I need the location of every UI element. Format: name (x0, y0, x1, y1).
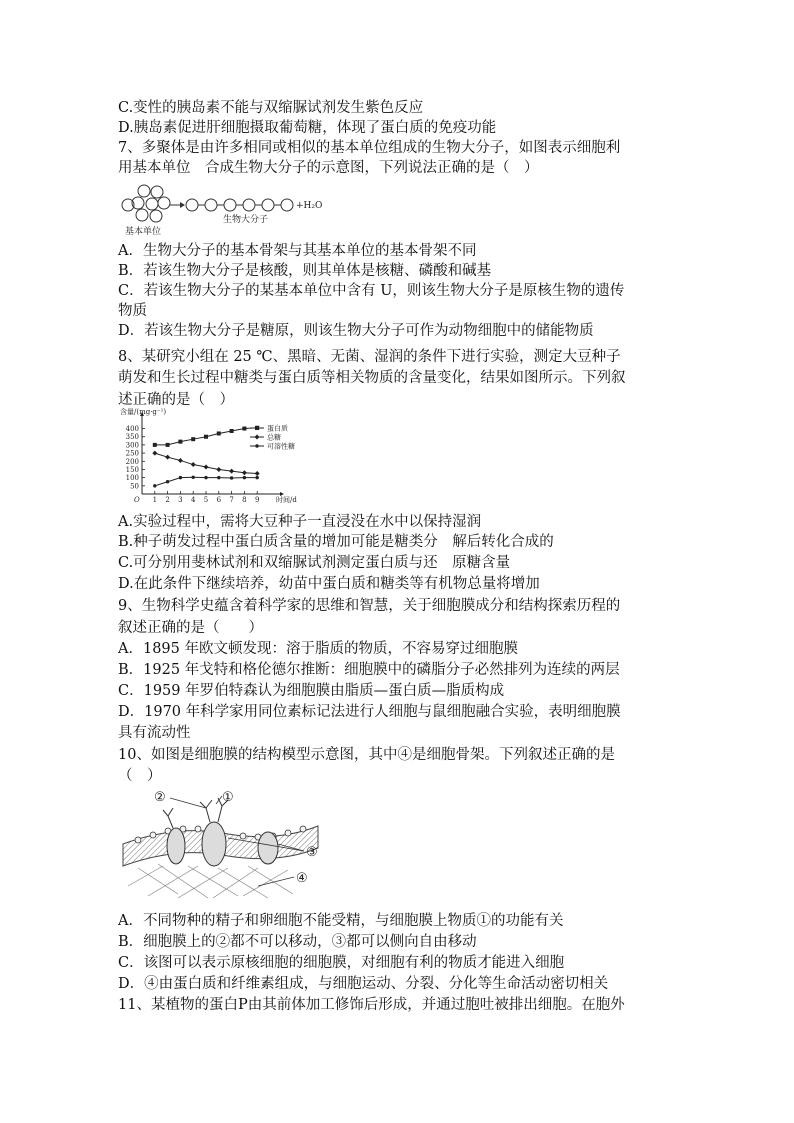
monomer-circles (122, 185, 170, 222)
q8-option-a: A.实验过程中，需将大豆种子一直浸没在水中以保持湿润 (118, 514, 482, 530)
polymer-chain (186, 199, 293, 211)
data-point (191, 462, 196, 467)
polymer-label: 生物大分子 (223, 215, 269, 225)
data-point (179, 476, 182, 479)
data-point (204, 435, 208, 439)
series-line (155, 453, 257, 473)
q9-option-a: A．1895 年欧文顿发现：溶于脂质的物质，不容易穿过细胞膜 (118, 641, 518, 657)
q8-stem-line-2: 萌发和生长过程中糖类与蛋白质等相关物质的含量变化，结果如图所示。下列叙 (118, 370, 626, 386)
chart-axes (120, 408, 297, 504)
data-point (229, 469, 234, 474)
data-point (256, 476, 259, 479)
data-point (152, 451, 157, 456)
origin-label: O (134, 496, 140, 504)
cell-membrane-figure (118, 786, 333, 904)
q8-option-b: B.种子萌发过程中蛋白质含量的增加可能是糖类分 解后转化合成的 (118, 534, 554, 550)
q7-option-a: A．生物大分子的基本骨架与其基本单位的基本骨架不同 (118, 243, 477, 259)
y-tick-label: 100 (125, 474, 139, 483)
q10-stem-line-1: 10、如图是细胞膜的结构模型示意图，其中④是细胞骨架。下列叙述正确的是 (118, 747, 615, 763)
legend-label: 可溶性糖 (267, 442, 295, 451)
legend-label: 蛋白质 (267, 424, 288, 433)
cytoskeleton-mesh (128, 864, 293, 898)
q6-option-c: C.变性的胰岛素不能与双缩脲试剂发生紫色反应 (118, 100, 424, 116)
data-point (217, 431, 221, 435)
data-point (178, 458, 183, 463)
q9-option-d-line-1: D．1970 年科学家用同位素标记法进行人细胞与鼠细胞融合实验，表明细胞膜 (118, 704, 621, 720)
x-tick-label: 7 (229, 496, 234, 504)
q8-option-d: D.在此条件下继续培养，幼苗中蛋白质和糖类等有机物总量将增加 (118, 576, 540, 592)
data-point (204, 465, 209, 470)
y-tick-label: 200 (125, 457, 139, 466)
data-point (153, 484, 156, 487)
y-tick-label: 300 (125, 441, 139, 450)
x-tick-label: 4 (190, 496, 196, 504)
q10-option-c: C．该图可以表示原核细胞的细胞膜，对细胞有利的物质才能进入细胞 (118, 955, 565, 971)
q8-option-c: C.可分别用斐林试剂和双缩脲试剂测定蛋白质与还 原糖含量 (118, 555, 511, 571)
data-point (204, 476, 207, 479)
label-3: ③ (306, 845, 318, 860)
y-axis-label: 含量/(mg·g⁻¹) (120, 408, 167, 416)
x-tick-label: 5 (203, 496, 209, 504)
water-product-label: +H₂O (296, 201, 323, 211)
x-tick-label: 2 (165, 496, 170, 504)
q9-option-c: C．1959 年罗伯特森认为细胞膜由脂质—蛋白质—脂质构成 (118, 683, 505, 699)
legend-marker (255, 426, 259, 430)
data-point (217, 476, 220, 479)
data-point (153, 443, 157, 447)
y-tick-label: 400 (125, 425, 139, 434)
label-1: ① (222, 790, 234, 805)
q7-option-c-line-2: 物质 (118, 303, 147, 319)
legend-marker (255, 444, 258, 447)
data-point (216, 467, 221, 472)
q7-option-b: B．若该生物大分子是核酸，则其单体是核糖、磷酸和碱基 (118, 263, 492, 279)
legend-label: 总糖 (267, 433, 281, 442)
data-point (242, 427, 246, 431)
x-tick-label: 8 (242, 496, 247, 504)
label-2: ② (154, 790, 166, 805)
y-tick-label: 250 (125, 449, 139, 458)
q8-stem-line-3: 述正确的是（ ） (118, 392, 234, 408)
content-change-chart (110, 408, 300, 504)
data-point (243, 476, 246, 479)
data-point (230, 429, 234, 433)
reaction-arrowhead (180, 202, 185, 208)
x-tick-label: 1 (152, 496, 158, 504)
legend-marker (255, 435, 260, 440)
y-tick-label: 150 (125, 465, 139, 474)
x-axis-label: 时间/d (276, 496, 297, 504)
x-tick-label: 6 (216, 496, 222, 504)
q11-stem-line-1: 11、某植物的蛋白P由其前体加工修饰后形成，并通过胞吐被排出细胞。在胞外 (118, 997, 625, 1013)
data-point (166, 480, 169, 483)
x-tick-label: 3 (178, 496, 183, 504)
data-point (230, 476, 233, 479)
data-point (166, 443, 170, 447)
monomer-label: 基本单位 (125, 227, 162, 237)
data-point (192, 476, 195, 479)
q6-option-d: D.胰岛素促进肝细胞摄取葡萄糖，体现了蛋白质的免疫功能 (118, 120, 497, 136)
q9-option-b: B．1925 年戈特和格伦德尔推断：细胞膜中的磷脂分子必然排列为连续的两层 (118, 662, 620, 678)
q10-option-b: B．细胞膜上的②都不可以移动，③都可以侧向自由移动 (118, 934, 477, 950)
label-4: ④ (296, 871, 308, 886)
q9-stem-line-2: 叙述正确的是（ ） (118, 620, 263, 636)
q10-option-d: D．④由蛋白质和纤维素组成，与细胞运动、分裂、分化等生命活动密切相关 (118, 976, 609, 992)
q8-stem-line-1: 8、某研究小组在 25 ℃、黑暗、无菌、湿润的条件下进行实验，测定大豆种子 (118, 349, 621, 365)
q10-stem-line-2: （ ） (118, 768, 162, 784)
data-point (255, 471, 260, 476)
chart-series (152, 426, 259, 488)
data-point (178, 440, 182, 444)
y-tick-label: 350 (125, 433, 139, 442)
q9-option-d-line-2: 具有流动性 (118, 725, 191, 741)
chart-legend (250, 424, 295, 451)
x-tick-label: 9 (254, 496, 260, 504)
monomer-polymer-figure (120, 182, 350, 238)
data-point (165, 455, 170, 460)
q9-stem-line-1: 9、生物科学史蕴含着科学家的思维和智慧，关于细胞膜成分和结构探索历程的 (118, 598, 621, 614)
data-point (191, 437, 195, 441)
q7-stem-line-1: 7、多聚体是由许多相同或相似的基本单位组成的生物大分子，如图表示细胞利 (118, 140, 621, 156)
q7-option-d: D．若该生物大分子是糖原，则该生物大分子可作为动物细胞中的储能物质 (118, 323, 594, 339)
q7-stem-line-2: 用基本单位 合成生物大分子的示意图，下列说法正确的是（ ） (118, 160, 539, 176)
data-point (242, 470, 247, 475)
q7-option-c-line-1: C．若该生物大分子的某基本单位中含有 U，则该生物大分子是原核生物的遗传 (118, 283, 625, 299)
q10-option-a: A．不同物种的精子和卵细胞不能受精，与细胞膜上物质①的功能有关 (118, 913, 564, 929)
y-tick-label: 50 (130, 482, 139, 491)
